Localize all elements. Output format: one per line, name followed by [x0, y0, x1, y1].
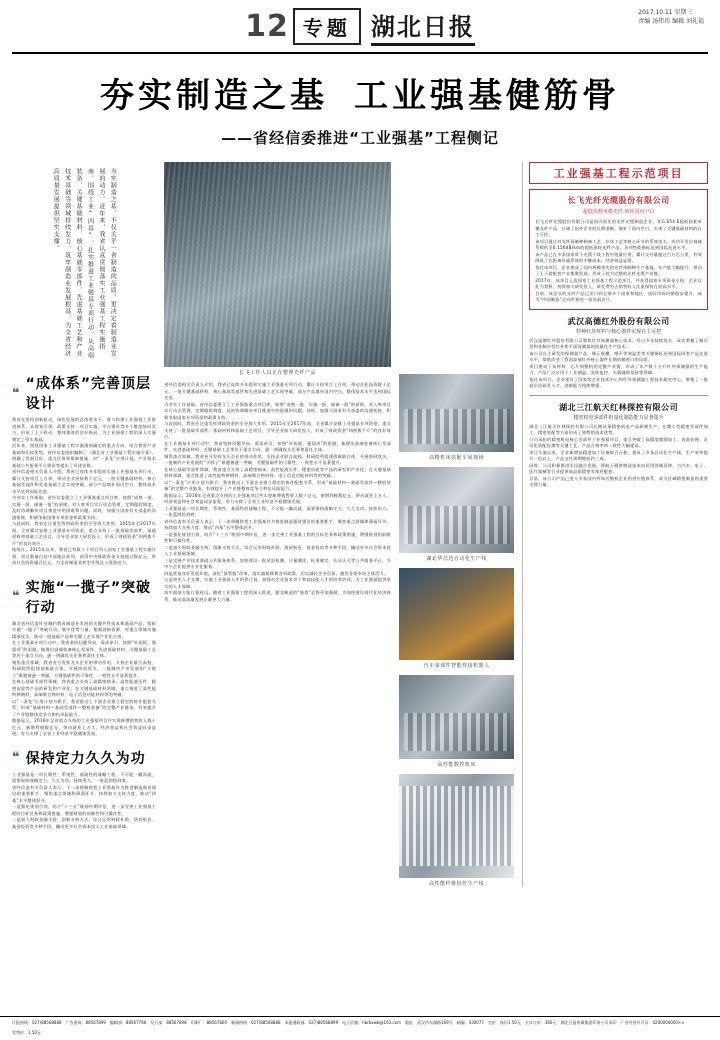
article-paragraph: 一是强化规划引领，结合“十三五”规划中期评估，进一步完善工业强基工程的目标任务和政策措施，增强规划的前瞻性和可操作性。: [12, 804, 157, 816]
article-paragraph: 以“一条龙”应用计划为抓手，我省推动上下游企业建立稳定的协作配套关系，形成“基础材料—基础零部件—整机装备”的完整产业链条，有效提升了产业链整体竞争力和抗风险能力。: [12, 698, 157, 717]
article-paragraph: 近年来，围绕国家工业强基工程实施指南确定的重点方向，结合我省产业基础和比较优势，省经信委组织编制了《湖北省工业强基工程实施方案》，明确了发展目标、重点任务和保障措施，对“一条龙”应用计划、产业技术基础公共服务平台建设等提出了具体安排。: [12, 443, 157, 468]
quote-icon: ❝: [12, 589, 21, 604]
article-paragraph: 数据显示，2016年全省重点支持的工业强基项目共实现新增销售收入数十亿元，新增利税数亿元，带动就业上万人，经济效益和社会效益同步显现，有力支撑了全省工业经济平稳健康发展。: [164, 492, 391, 504]
demo-paragraph: 该公司自主研发的探测器产品，像元规模、噪声等效温差等关键指标达到国际同类产品先进水平，彻底改变了我国高端红外核心器件长期依赖进口的局面。: [529, 350, 708, 362]
demo-paragraph: 该项目通过对光纤预制棒制备工艺、拉丝工艺等核心环节的系统攻关，成功开发出衰减系数低至0.156dB/km的超低损耗光纤产品，各项性能指标达到国际先进水平。: [535, 238, 702, 250]
article-paragraph: 与此同时，我省还注重发挥财政资金的引导放大作用。2015年至2017年间，全省累计安排工业强基专项资金，重点支持了一批基础零部件、基础材料和基础工艺项目，引导企业加大研发投入，形成了财政资金“四两拨千斤”的良好效应。: [12, 521, 157, 546]
article-paragraph: 一是强化规划引领，结合“十三五”规划中期评估，进一步完善工业强基工程的目标任务和政策措施，增强规划的前瞻性和可操作性。: [164, 531, 391, 543]
demo-paragraph: 目前，该企业的光纤产品已出口到全球多个国家和地区，国际市场份额稳步提升，成为“中国制造”走向世界的一张亮丽名片。: [535, 290, 702, 302]
article-paragraph: 据统计，2015年以来，我省已有数十个项目列入国家工业强基工程实施计划，项目数量位居中部地区前列，获得中央财政资金支持超过数亿元，带动社会投资逾百亿元，为全省制造业转型升级注入强劲动力。: [12, 547, 157, 565]
article-paragraph: 与此同时，我省还注重发挥财政资金的引导放大作用。2015年至2017年间，全省累计安排工业强基专项资金，重点支持了一批基础零部件、基础材料和基础工艺项目，引导企业加大研发投入，形成了财政资金“四两拨千斤”的良好效应。: [164, 421, 391, 439]
demo-paragraph: 武汉高德红外股份有限公司聚焦红外探测器核心技术，经过多年持续攻关，成功掌握了制冷型和非制冷型红外焦平面探测器的批量化生产技术。: [529, 337, 708, 349]
photo-caption: 高性能纤维纺丝生产线: [429, 881, 485, 887]
photo-assembly-line-2: [399, 467, 514, 553]
article-paragraph: 聚焦重点领域，我省充分发挥龙头企业的带动作用，支持企业联合高校、科研院所组建创新联合体，开展协同攻关。一批制约产业发展的“卡脖子”难题被逐一突破，关键基础件的可靠性、一致性水平显著提升。: [12, 659, 157, 678]
headline-block: [12, 54, 708, 154]
page-footer: [0, 1016, 720, 1040]
article-paragraph: 筑牢根基方能行稳致远。随着工业强基工程的深入推进，湖北制造的“筋骨”必将更加强健，为加快建设现代化经济体系、推动高质量发展贡献更大力量。: [164, 590, 391, 602]
footer-item: 邮编：430077: [456, 1020, 484, 1025]
photo-cnc-machine: [399, 675, 514, 759]
photo-fiber-optic-workshop: [164, 162, 391, 367]
article-paragraph: 四是营造良好发展环境，深化“放管服”改革，落实减税降费各项政策，切实减轻企业负担，激发各类市场主体活力。: [164, 570, 389, 576]
article-title-text: 实施“一揽子”突破行动: [25, 579, 152, 616]
article-paragraph: 在核心基础零部件领域，我省重点支持了高精密轴承、高性能液压件、精密齿轮等产品的研发和产业化；在关键基础材料领域，重点推进了高性能特种钢材、高端聚合物材料、电子信息功能材料等的突破。: [164, 466, 391, 478]
photo-caption: 高性能数控机床: [437, 762, 476, 768]
masthead-date: 2017.10.11 星期三: [638, 9, 693, 16]
article-paragraph: 工业强基是一项长期性、系统性、基础性的战略工程，不可能一蹴而就，需要保持战略定力，久久为功，持续用力，一张蓝图绘到底。: [12, 771, 157, 783]
quote-icon: ❝: [12, 385, 21, 401]
footer-item: 发行部：88567898: [150, 1020, 187, 1025]
section-label: 专题: [293, 8, 361, 45]
article-title-text: “成体系”完善顶层设计: [25, 376, 152, 412]
article-paragraph: 我省在坚持创新驱动、绿色发展的总体要求下，着力构建工业强基工作推进体系，从规划引领、政策支持、项目实施、平台建设等多个维度协同发力，形成了上下联动、整体推进的良好格局，为工业强基工程的深入实施奠定了坚实基础。: [12, 417, 157, 442]
footer-item: 广告垂询：88567899: [65, 1020, 106, 1025]
article-paragraph: 省经信委有关负责人表示，下一步将继续把工业强基作为推进制造强省建设的重要抓手，聚焦重点领域和薄弱环节，持续加大支持力度，推动“四基”水平整体跃升。: [12, 784, 157, 803]
headline-part-2: 工业强基健筋骨: [354, 76, 620, 116]
article-paragraph: 省经信委相关负责人介绍，我省已连续多年组织实施工业强基专项行动，累计支持项目上百项，带动企业投资数十亿元，一批关键基础材料、核心基础零部件和先进基础工艺实现突破，部分产品填补国内空白，整体技术水平达到国际先进。: [12, 469, 157, 494]
demo-paragraph: 项目建成了从材料、芯片到整机的完整产业链，形成了年产数十万只红外探测器的生产能力，产品广泛应用于工业测温、安防监控、车载辅助驾驶等领域。: [529, 363, 708, 375]
article-paragraph: 工业强基是一项长期性、系统性、基础性的战略工程，不可能一蹴而就，需要保持战略定力，久久为功，持续用力，一张蓝图绘到底。: [164, 505, 391, 517]
demo-paragraph: 长飞光纤光缆股份有限公司是国内领先的光纤光缆制造企业，其G.654.E超低损耗单模光纤产品，打破了国外企业的长期垄断，填补了国内空白，实现了关键基础材料的自主可控。: [535, 219, 702, 237]
article-paragraph: 为夯实工作基础，省经信委建立了工业强基重点项目库，按照“成熟一批、实施一批、储备一批”的原则，对入库项目实行动态管理，定期跟踪调度，及时协调解决项目推进中的困难和问题。同时，加强与国家有关部委的沟通衔接，积极争取国家专项资金和政策支持。: [12, 495, 157, 520]
page-number: 12: [245, 8, 289, 44]
demo-paragraph: 公司承担的精密机电核心零部件工业强基项目，重点突破了高精度微细加工、表面处理、自动化装配检测等关键工艺，产品合格率和一致性大幅提高。: [529, 436, 708, 448]
article-title-action-plan: [12, 577, 156, 617]
footer-item: 定价：每份1.50元: [487, 1020, 521, 1025]
footer-item: 编辑部：88567766: [109, 1020, 147, 1025]
article-title-top-design: [12, 373, 156, 413]
photo-caption: 汽车零部件智能焊接机器人: [423, 663, 490, 669]
demo-item-changfei: [529, 189, 708, 310]
column-right: [522, 162, 708, 887]
article-paragraph: 以“一条龙”应用计划为抓手，我省推动上下游企业建立稳定的协作配套关系，形成“基础材料—基础零部件—整机装备”的完整产业链条，有效提升了产业链整体竞争力和抗风险能力。: [164, 479, 391, 491]
footer-item: 电子信箱：hbrbxwb@163.com: [342, 1020, 402, 1025]
paper-name: 湖北日报: [371, 7, 475, 46]
footer-item: 全年订价：360元: [524, 1020, 557, 1025]
article-title-persistence: [12, 748, 156, 768]
masthead: [12, 0, 708, 54]
demo-paragraph: 依托该项目，企业建成了国内规模领先的光纤预制棒生产基地，年产能大幅提升，带动了上下游配套产业集聚发展，形成了较为完整的光纤光缆产业链。: [535, 264, 702, 276]
demo-company-name: 湖北三江航天红林探控有限公司: [559, 402, 679, 412]
demo-company-name: 武汉高德红外股份有限公司: [567, 316, 670, 326]
content-grid: [12, 162, 708, 887]
column-middle: [164, 162, 391, 887]
footer-item: 新闻热线：027)88568888: [231, 1020, 281, 1025]
article-paragraph: 在工业强基专项行动中，我省坚持问题导向、需求牵引，按照“补短板、强弱项”的思路，梳理出高端装备核心零部件、先进基础材料、关键基础工艺等若干重点方向，逐一明确攻关任务和责任主体。: [12, 640, 157, 658]
photo-assembly-line-1: [399, 374, 514, 452]
lead-vertical-text: 夯实制造之基，不仅关乎一省制造的品质，更决定着制造业发展的动力。近年来，我省认真贯彻落实工业强基工程实施指南，围绕工业“四基”，扎实推进工业强基专项行动，从高端装备、关键基础材料、核心基础零部件、先进基础工艺和产业技术基础等领域持续发力，筑牢制造业发展根基，为全省经济高质量发展提供坚实支撑。: [52, 168, 117, 359]
demo-paragraph: 同时，公司积极推进军民融合发展，将航天精密制造技术向民用领域延伸，为汽车、电子、医疗器械等行业提供高品质精密零部件配套。: [529, 462, 708, 474]
column-photos: [399, 162, 514, 887]
demo-paragraph: 湖北三江航天红林探控有限公司长期从事精密机电产品研制生产，在微小型精密零部件加工、精密装配等方面形成了独特的技术优势。: [529, 423, 708, 435]
quote-icon: ❝: [12, 750, 21, 765]
photo-robot-welding: [399, 568, 514, 660]
article-paragraph: 数据显示，2016年全省重点支持的工业强基项目共实现新增销售收入数十亿元，新增利税数亿元，带动就业上万人，经济效益和社会效益同步显现，有力支撑了全省工业经济平稳健康发展。: [12, 718, 157, 736]
photo-caption: 高精机床装配车间现场: [429, 455, 485, 461]
masthead-editor: 责编 汤炜玮 编辑 刘礼福: [638, 18, 704, 25]
article-paragraph: 二是加大财政金融支持，创新支持方式，综合运用财政补助、贷款贴息、基金投资等多种手段，撬动更多社会资本投入工业基础领域。: [164, 544, 391, 556]
article-paragraph: 为夯实工作基础，省经信委建立了工业强基重点项目库，按照“成熟一批、实施一批、储备一批”的原则，对入库项目实行动态管理，定期跟踪调度，及时协调解决项目推进中的困难和问题。同时，加强与国家有关部委的沟通衔接，积极争取国家专项资金和政策支持。: [164, 401, 391, 420]
demo-paragraph: 依托该项目，企业建设了国家级企业技术中心和红外探测器工程技术研究中心，聚集了一批高层次研发人才，创新能力持续增强。: [529, 376, 708, 388]
footer-item: 本报通联部：027)88568899: [284, 1020, 339, 1025]
article-paragraph: 省经信委有关负责人表示，下一步将继续把工业强基作为推进制造强省建设的重要抓手，聚焦重点领域和薄弱环节，持续加大支持力度，推动“四基”水平整体跃升。: [164, 518, 391, 530]
footer-item: 印刷厂：88567800: [190, 1020, 227, 1025]
demo-company-subtitle: 精密机电零部件批量化制造能力显著提升: [573, 414, 664, 421]
demo-company-name: 长飞光纤光缆股份有限公司: [567, 196, 670, 205]
demo-paragraph: 该产品已在多条国家骨干光缆干线工程中批量应用，累计交付量超过百万芯公里，有效降低了长距离传输系统的中继成本，经济效益显著。: [535, 251, 702, 263]
demo-paragraph: 项目实施以来，企业新增高精度加工设备数百台套，建成了多条自动化生产线，生产效率提升一倍以上，产品交付周期缩短约三成。: [529, 449, 708, 461]
article-paragraph: 在核心基础零部件领域，我省重点支持了高精密轴承、高性能液压件、精密齿轮等产品的研发和产业化；在关键基础材料领域，重点推进了高性能特种钢材、高端聚合物材料、电子信息功能材料等的突破。: [12, 679, 157, 697]
sub-headline: ——省经信委推进“工业强基”工程侧记: [221, 129, 499, 147]
demo-company-subtitle: 特种红外材料与核心器件实现自主可控: [576, 328, 662, 335]
footer-item: 地址：武汉市东湖路169号: [405, 1020, 453, 1025]
article-title-text: 保持定力久久为功: [25, 750, 146, 767]
photo-caption: 湖北华昌达自动化生产线: [426, 556, 487, 562]
footer-item: 广告经营许可证：4200004000××: [620, 1020, 685, 1025]
footer-item: 订报热线：027)88568888: [12, 1020, 62, 1025]
masthead-meta: [638, 8, 704, 26]
article-paragraph: 二是加大财政金融支持，创新支持方式，综合运用财政补助、贷款贴息、基金投资等多种手段，撬动更多社会资本投入工业基础领域。: [12, 817, 157, 829]
article-paragraph: 省经信委相关负责人介绍，我省已连续多年组织实施工业强基专项行动，累计支持项目上百项，带动企业投资数十亿元，一批关键基础材料、核心基础零部件和先进基础工艺实现突破，部分产品填补国内空白，整体技术水平达到国际先进。: [164, 382, 391, 400]
photo-spinning-line: [399, 774, 514, 878]
main-headline: [12, 68, 708, 117]
demo-paragraph: 目前，该公司产品已进入多家国内外知名整机企业的供应链体系，成为区域精密制造的重要支撑力量。: [529, 475, 708, 487]
demo-paragraph: 2017年，该项目入选国家工业强基工程示范项目，并获得国家专项资金支持。企业以此为契机，持续加大研发投入，研发费用占销售收入比重保持在较高水平。: [535, 277, 702, 289]
divider: [529, 395, 708, 396]
demo-company-subtitle: 超低损耗单模光纤 填补国内空白: [582, 209, 655, 215]
article-paragraph: 三是完善产业技术基础公共服务体系，加快建设一批试验检测、计量测试、标准制定、认证认可等公共服务平台，为中小企业提供专业化服务。: [164, 557, 391, 569]
column-left: [12, 162, 156, 887]
footer-item: 湖北日报传媒集团印务公司承印: [560, 1020, 617, 1025]
article-paragraph: 五是突出人才支撑，实施工业强基人才培养计划，加强对企业技术骨干和高技能人才的培养培训，为工业强基提供坚实的人才保障。: [164, 577, 391, 589]
article-paragraph: 聚焦重点领域，我省充分发挥龙头企业的带动作用，支持企业联合高校、科研院所组建创新联合体，开展协同攻关。一批制约产业发展的“卡脖子”难题被逐一突破，关键基础件的可靠性、一致性水平显著提升。: [164, 453, 391, 465]
demo-banner: 工业强基工程示范项目: [529, 162, 708, 184]
article-paragraph: 湖北省经信委针对制约我省制造业发展的关键共性技术和基础产品，组织实施“一揽子”突破行动，集中优势力量、集聚创新资源，对重点领域实施精准攻关，推动一批基础产品和关键工艺实现产业化应用。: [12, 620, 157, 639]
article-paragraph: 在工业强基专项行动中，我省坚持问题导向、需求牵引，按照“补短板、强弱项”的思路，梳理出高端装备核心零部件、先进基础材料、关键基础工艺等若干重点方向，逐一明确攻关任务和责任主体。: [164, 440, 391, 452]
footer-item: 零售价：1.50元: [12, 1030, 41, 1035]
headline-part-1: 夯实制造之基: [100, 76, 328, 116]
photo-caption: 长飞工作人员正在整理光纤产品: [239, 370, 317, 376]
